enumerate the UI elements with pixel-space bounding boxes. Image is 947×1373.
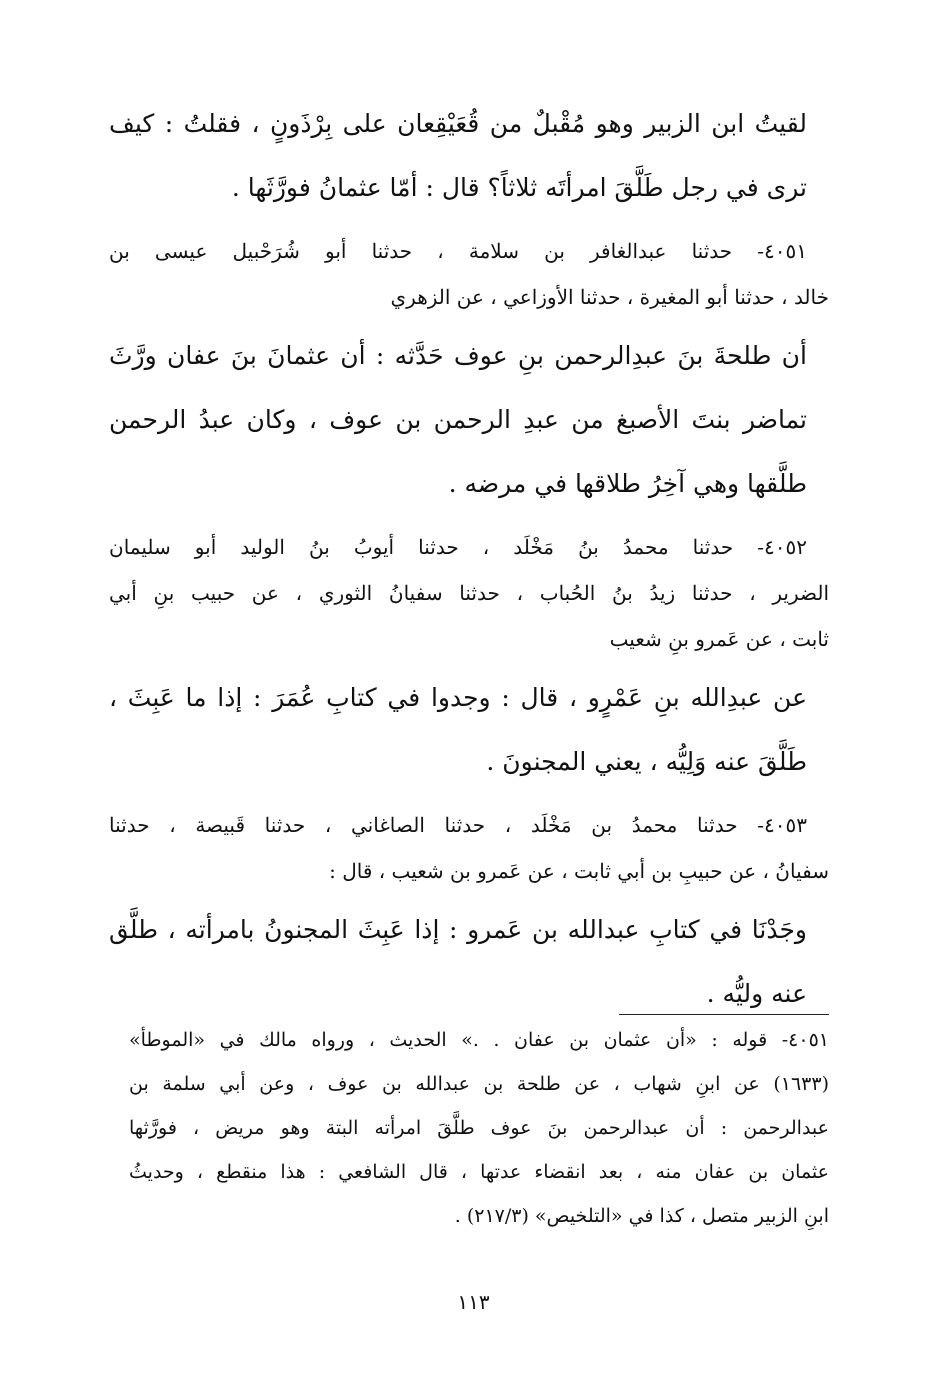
footnote-line: عثمان بن عفان منه ، بعد انقضاء عدتها ، قال الشافعي : هذا منقطع ، وحديثُ: [129, 1161, 829, 1183]
text-line: تماضر بنتَ الأصبغ من عبدِ الرحمن بن عوف ، وكان عبدُ الرحمن: [109, 405, 807, 434]
hadith-text-block: [109, 898, 829, 1026]
text-line: وجَدْنَا في كتابِ عبدالله بن عَمرو : إذا عَبِثَ المجنونُ بامرأته ، طلَّق: [109, 915, 807, 944]
footnote-line: عبدالرحمن : أن عبدالرحمن بنَ عوف طلَّقَ امرأته البتة وهو مريض ، فورَّثها: [129, 1117, 829, 1139]
text-line: طَلَّقَ عنه وَلِيُّه ، يعني المجنونَ .: [486, 747, 807, 776]
text-line: سفيانُ ، عن حبيبِ بن أبي ثابت ، عن عَمرو بن شعيب ، قال :: [329, 859, 829, 883]
footnote-line: ابنِ الزبير متصل ، كذا في «التلخيص» (٢١٧/٣) .: [454, 1205, 829, 1227]
text-line: الضرير ، حدثنا زيدُ بنُ الحُباب ، حدثنا سفيانُ الثوري ، عن حبيب بنِ أبي: [109, 581, 829, 605]
footnote-line: ٤٠٥١- قوله : «أن عثمان بن عفان . .» الحديث ، ورواه مالك في «الموطأ»: [129, 1029, 829, 1051]
isnad-block: [109, 802, 829, 894]
text-line: ٤٠٥٣- حدثنا محمدُ بن مَخْلَد ، حدثنا الصاغاني ، حدثنا قَبيصة ، حدثنا: [109, 813, 807, 837]
isnad-block: [109, 524, 829, 662]
text-line: خالد ، حدثنا أبو المغيرة ، حدثنا الأوزاعي ، عن الزهري: [390, 285, 829, 309]
page-number: ١١٣: [457, 1290, 490, 1314]
hadith-text-block: [109, 324, 829, 516]
text-line: طلَّقها وهي آخِرُ طلاقها في مرضه .: [448, 469, 807, 498]
text-line: عن عبدِالله بنِ عَمْرٍو ، قال : وجدوا في كتابِ عُمَرَ : إذا ما عَبِثَ ،: [109, 683, 807, 712]
text-line: ترى في رجل طَلَّقَ امرأتَه ثلاثاً؟ قال : أمّا عثمانُ فورَّثَها .: [231, 173, 807, 202]
text-line: لقيتُ ابن الزبير وهو مُقْبلٌ من قُعَيْقِعان على بِرْذَونٍ ، فقلتُ : كيف: [109, 109, 807, 138]
footnotes-block: [129, 1018, 829, 1238]
text-line: ٤٠٥١- حدثنا عبدالغافر بن سلامة ، حدثنا أبو شُرَحْبيل عيسى بن: [109, 239, 807, 263]
text-line: ثابت ، عن عَمرو بنِ شعيب: [609, 627, 829, 651]
text-line: ٤٠٥٢- حدثنا محمدُ بنُ مَخْلَد ، حدثنا أيوبُ بنُ الوليد أبو سليمان: [109, 535, 807, 559]
isnad-block: [109, 228, 829, 320]
hadith-text-block: [109, 666, 829, 794]
text-line: أن طلحةَ بنَ عبدِالرحمن بنِ عوف حَدَّثه : أن عثمانَ بنَ عفان ورَّثَ: [109, 341, 807, 370]
page-body: [109, 92, 829, 1026]
footnote-line: (١٦٣٣) عن ابنِ شهاب ، عن طلحة بن عبدالله بن عوف ، وعن أبي سلمة بن: [129, 1073, 829, 1095]
hadith-text-block: [109, 92, 829, 220]
footnote-divider: [619, 1014, 829, 1015]
text-line: عنه وليُّه .: [706, 979, 807, 1008]
